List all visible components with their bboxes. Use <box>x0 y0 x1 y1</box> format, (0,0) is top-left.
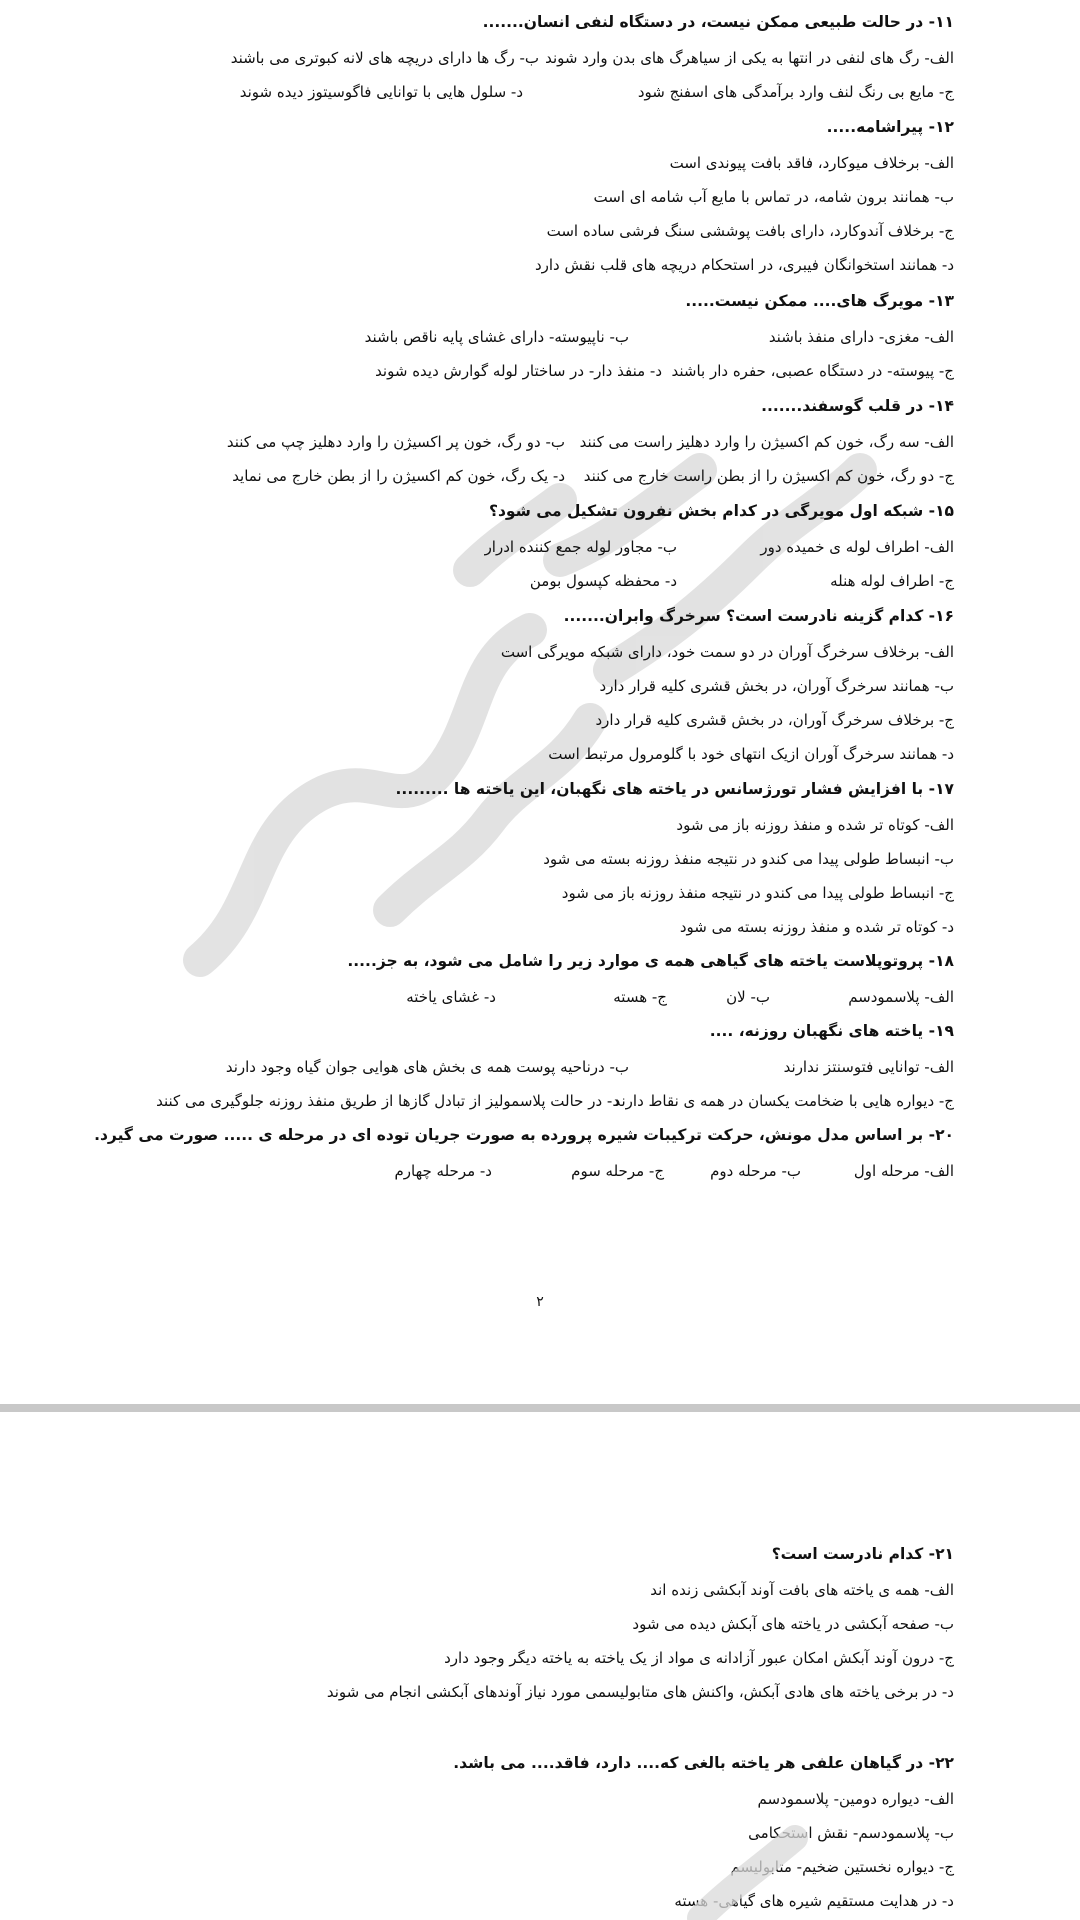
option-d: د- در هدایت مستقیم شیره های گیاهی- هسته <box>674 1892 954 1910</box>
option-a: الف- سه رگ، خون کم اکسیژن را وارد دهلیز راست می کنند <box>579 433 954 451</box>
option-a: الف- توانایی فتوسنتز ندارند <box>783 1058 954 1076</box>
option-b: ب- صفحه آبکشی در یاخته های آبکش دیده می شود <box>632 1615 954 1633</box>
question-stem: ۱۸- پروتوپلاست یاخته های گیاهی همه ی موارد زیر را شامل می شود، به جز..... <box>347 952 954 970</box>
option-a: الف- برخلاف میوکارد، فاقد بافت پیوندی است <box>669 154 954 172</box>
option-c: ج- دیواره هایی با ضخامت یکسان در همه ی نقاط دارند <box>613 1092 954 1110</box>
option-d: د- محفظه کپسول بومن <box>529 572 677 590</box>
option-d: د- همانند سرخرگ آوران ازیک انتهای خود با گلومرول مرتبط است <box>548 745 954 763</box>
option-a: الف- دیواره دومین- پلاسمودسم <box>757 1790 954 1808</box>
option-b: ب- درناحیه پوست همه ی بخش های هوایی جوان گیاه وجود دارند <box>225 1058 629 1076</box>
option-c: ج- برخلاف آندوکارد، دارای بافت پوششی سنگ فرشی ساده است <box>546 222 954 240</box>
question-stem: ۱۲- پیراشامه..... <box>826 118 954 136</box>
option-a: الف- کوتاه تر شده و منفذ روزنه باز می شود <box>676 816 954 834</box>
option-a: الف- مغزی- دارای منفذ باشند <box>768 328 954 346</box>
question-stem: ۱۵- شبکه اول مویرگی در کدام بخش نفرون تشکیل می شود؟ <box>488 502 954 520</box>
option-b: ب- دو رگ، خون پر اکسیژن را وارد دهلیز چپ می کنند <box>226 433 565 451</box>
option-d: د- کوتاه تر شده و منفذ روزنه بسته می شود <box>679 918 954 936</box>
option-d: د- در برخی یاخته های هادی آبکش، واکنش های متابولیسمی مورد نیاز آوندهای آبکشی انجام می شوند <box>326 1683 954 1701</box>
option-b: ب- همانند سرخرگ آوران، در بخش قشری کلیه قرار دارد <box>599 677 954 695</box>
document-page-2 <box>0 1412 1080 1920</box>
option-b: ب- انبساط طولی پیدا می کندو در نتیجه منفذ روزنه بسته می شود <box>543 850 954 868</box>
option-a: الف- پلاسمودسم <box>848 988 954 1006</box>
question-stem: ۱۴- در قلب گوسفند....... <box>761 397 954 415</box>
option-b: ب- رگ ها دارای دریچه های لانه کبوتری می باشند <box>230 49 539 67</box>
option-d: د- مرحله چهارم <box>394 1162 492 1180</box>
option-c: ج- دیواره نخستین ضخیم- متابولیسم <box>730 1858 954 1876</box>
option-d: د- غشای یاخته <box>406 988 496 1006</box>
option-d: د- منفذ دار- در ساختار لوله گوارش دیده شوند <box>375 362 662 380</box>
option-c: ج- درون آوند آبکش امکان عبور آزادانه ی مواد از یک یاخته به یاخته دیگر وجود دارد <box>444 1649 954 1667</box>
option-b: ب- مرحله دوم <box>710 1162 801 1180</box>
option-c: ج- هسته <box>613 988 667 1006</box>
option-d: د- در حالت پلاسمولیز از تبادل گازها از طریق منفذ روزنه جلوگیری می کنند <box>156 1092 619 1110</box>
option-c: ج- مایع بی رنگ لنف وارد برآمدگی های اسفنج شود <box>637 83 954 101</box>
option-c: ج- برخلاف سرخرگ آوران، در بخش قشری کلیه قرار دارد <box>595 711 954 729</box>
question-stem: ۲۰- بر اساس مدل مونش، حرکت ترکیبات شیره پرورده به صورت جریان توده ای در مرحله ی ..... صورت می گیرد. <box>94 1126 954 1144</box>
option-a: الف- اطراف لوله ی خمیده دور <box>760 538 954 556</box>
option-c: ج- پیوسته- در دستگاه عصبی، حفره دار باشند <box>671 362 954 380</box>
option-c: ج- انبساط طولی پیدا می کندو در نتیجه منفذ روزنه باز می شود <box>561 884 954 902</box>
option-b: ب- لان <box>726 988 770 1006</box>
question-stem: ۱۳- مویرگ های.... ممکن نیست..... <box>685 292 954 310</box>
option-b: ب- همانند برون شامه، در تماس با مایع آب شامه ای است <box>593 188 954 206</box>
option-c: ج- مرحله سوم <box>571 1162 664 1180</box>
page-number: ۲ <box>536 1294 544 1310</box>
option-a: الف- رگ های لنفی در انتها به یکی از سیاهرگ های بدن وارد شوند <box>545 49 954 67</box>
option-b: ب- ناپیوسته- دارای غشای پایه ناقص باشند <box>364 328 629 346</box>
question-stem: ۲۱- کدام نادرست است؟ <box>771 1545 954 1563</box>
question-stem: ۱۷- با افزایش فشار تورژسانس در یاخته های نگهبان، این یاخته ها ......... <box>395 780 954 798</box>
question-stem: ۱۶- کدام گزینه نادرست است؟ سرخرگ وابران....... <box>563 607 954 625</box>
option-c: ج- دو رگ، خون کم اکسیژن را از بطن راست خارج می کنند <box>583 467 954 485</box>
option-b: ب- مجاور لوله جمع کننده ادرار <box>484 538 677 556</box>
option-a: الف- همه ی یاخته های بافت آوند آبکشی زنده اند <box>650 1581 954 1599</box>
page-divider <box>0 1404 1080 1412</box>
question-stem: ۲۲- در گیاهان علفی هر یاخته بالغی که.... دارد، فاقد.... می باشد. <box>453 1754 954 1772</box>
option-d: د- سلول هایی با توانایی فاگوسیتوز دیده شوند <box>239 83 523 101</box>
option-a: الف- برخلاف سرخرگ آوران در دو سمت خود، دارای شبکه مویرگی است <box>500 643 954 661</box>
option-a: الف- مرحله اول <box>853 1162 954 1180</box>
option-d: د- همانند استخوانگان فیبری، در استحکام دریچه های قلب نقش دارد <box>534 256 954 274</box>
question-stem: ۱۱- در حالت طبیعی ممکن نیست، در دستگاه لنفی انسان....... <box>482 13 954 31</box>
question-stem: ۱۹- یاخته های نگهبان روزنه، .... <box>709 1022 954 1040</box>
option-c: ج- اطراف لوله هنله <box>830 572 954 590</box>
option-b: ب- پلاسمودسم- نقش استحکامی <box>748 1824 954 1842</box>
option-d: د- یک رگ، خون کم اکسیژن را از بطن خارج می نماید <box>232 467 565 485</box>
